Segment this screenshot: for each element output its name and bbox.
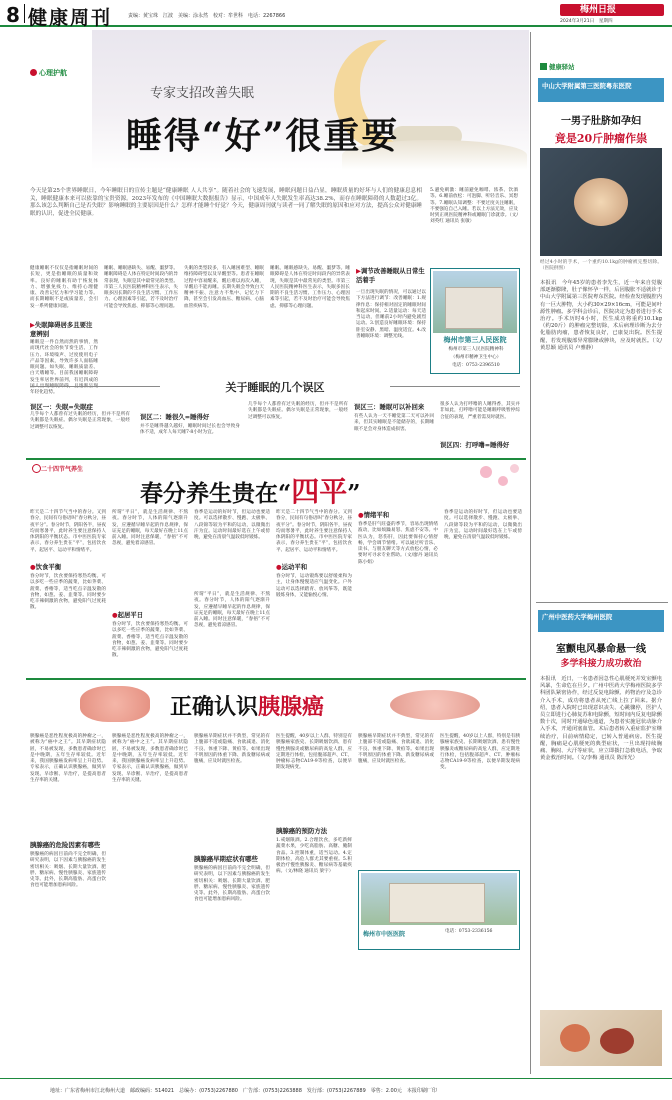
body-col1: 健康睡眠不仅仅是指睡眠时间的长短，更是指睡眠的质量和效率。良好的睡眠有助于恢复体力、增强免疫力、维持心理健康、改善记忆力和学习能力等。而长期睡眠不足或质量差，会引发一系列健康问题。 <box>30 266 98 309</box>
festival-col2: 春分时节，饮食要保持寒热均衡。可以多吃一些应季的蔬菜，比如荠菜、菠菜、香椿等，适当吃点辛温发散的食物，如葱、姜、韭菜等。同时要少吃辛辣刺激的食物，避免阳气过度耗散。 <box>30 574 106 611</box>
footer-text: 地址：广东省梅州市江北梅州大道 邮政编码：514021 总编办：(0753)2267880 广告部：(0753)2263888 发行部：(0753)2267889 零售：2.00元 本报印刷厂印 <box>50 1088 437 1094</box>
right-bottom-subheadline: 多学科接力成功救治 <box>560 659 642 669</box>
intro-text: 今天是第25个世界睡眠日，今年睡眠日的宣传主题是“健康睡眠 人人共享”。随着社会的飞速发展，睡眠问题日益凸显，睡眠质量的好坏与人们的健康息息相关，睡眠健康本来可以依靠的宝贵资源。2023年发布的《中国睡眠大数据报告》显示，中国成年人失眠发生率高达38.2%，而存在睡眠障碍的人数超过3亿。那么该怎么判断自己是否失眠？影响睡眠的主要原因是什么？怎样才能睡个好觉？今天，健康周刊就与读者一同了解失眠的原因和应对方法，提高公众对健康睡眠的认识，促进全民健康。 <box>30 188 422 217</box>
hospital-ad-phone: 电话：0753-2396510 <box>452 363 500 368</box>
column-tag-health: 健康驿站 <box>540 62 575 71</box>
subhead-insomnia: ▶失眠障碍居多且要注意辨别 <box>30 321 93 338</box>
festival-col3: 所谓“平日”，就是生活规律、不熬夜。春分时节，人体的阳气逐渐升发，应遵循早睡早起的作息规律，保证充足的睡眠，每天最好在晚上11点前入睡。同时注意保暖，“春捂”不可忽视，避免着凉感冒。 <box>112 510 188 547</box>
subhead-exercise: ●运动平和 <box>276 563 308 571</box>
subhead-risk: 胰腺癌的危险因素有哪些 <box>30 841 101 849</box>
right-top-headline: 一男子肚脐如孕妇 <box>561 116 641 127</box>
myth-3-text: 有些人认为一天不睡觉第二天可以补回来，但其实睡眠是不能储存的，长期睡眠不足会对身体造成损害。 <box>354 414 434 432</box>
right-bottom-headline: 室颤电风暴命悬一线 <box>556 644 646 655</box>
lead-kicker: 专家支招改善失眠 <box>150 86 255 101</box>
cancer-title: 正确认识胰腺癌 <box>170 694 325 720</box>
body-col3b: 睡眠、睡眠感缺失、易醒、噩梦等。睡眠障碍是人体在特定时间段内的异常表现，失眠是其中最常见的类型。市第三人民医院精神科医生表示，失眠多因长期的不良生活习惯、工作压力、心理因素等引起，若不及时治疗可能会导致焦虑、抑郁等心理问题。 <box>270 266 350 309</box>
myth-1-text: 几乎每个人都曾有过失眠的经历，但并不是所有失眠都是失眠症。偶尔失眠是正常现象，一般经过调整可以恢复。 <box>30 412 130 430</box>
myth-4-text: 很多人认为打呼噜的人睡得香，其实并非如此，打呼噜可能是睡眠呼吸暂停综合征的表现，严重者需及时就医。 <box>440 402 520 420</box>
myth-2b-text: 几乎每个人都曾有过失眠的经历，但并不是所有失眠都是失眠症。偶尔失眠是正常现象，一般经过调整可以恢复。 <box>248 402 348 420</box>
festival-col7: 春季是运动的好时节，但运动也要适度。可以选择散步、慢跑、太极拳、八段锦等较为平和的运动，以微微出汗为宜。运动时间最好选在上午或傍晚，避免在清晨气温较低时锻炼。 <box>444 510 522 541</box>
cancer-col4: 医生提醒，40岁以上人群，特别是有胰腺癌家族史、长期吸烟饮酒、患有慢性胰腺炎或糖尿病的高危人群，应定期进行体检，包括腹部超声、CT、肿瘤标志物CA19-9等检查，以便早期发现病变。 <box>276 734 352 771</box>
footer-bar <box>0 1078 672 1100</box>
festival-col4b: 所谓“平日”，就是生活规律、不熬夜。春分时节，人体的阳气逐渐升发，应遵循早睡早起的作息规律，保证充足的睡眠，每天最好在晚上11点前入睡。同时注意保暖，“春捂”不可忽视，避免着凉感冒。 <box>194 592 270 629</box>
festival-col4: 春季是运动的好时节，但运动也要适度。可以选择散步、慢跑、太极拳、八段锦等较为平和的运动，以微微出汗为宜。运动时间最好选在上午或傍晚，避免在清晨气温较低时锻炼。 <box>194 510 270 541</box>
hospital-ad-sub: （梅州市精神卫生中心） <box>450 355 502 360</box>
lead-title: 睡得“好”很重要 <box>126 115 400 157</box>
subhead-diet: ●饮食平衡 <box>30 563 62 571</box>
cancer-col3: 胰腺癌早期症状并不典型，常见的有上腹部不适或隐痛、食欲减退、消化不良、体重下降、黄疸等。如果出现不明原因的体重下降、新发糖尿病或腹痛，应及时就医检查。 <box>194 734 270 765</box>
subhead-sleep: ●起居平日 <box>112 611 144 619</box>
hospital-ad <box>430 268 520 374</box>
cancer-col2: 胰腺癌的病因目前尚不完全明确，但研究表明，以下因素与胰腺癌的发生密切相关：吸烟、长期大量饮酒、肥胖、糖尿病、慢性胰腺炎、家族遗传史等。此外，长期高脂肪、高蛋白饮食也可能增加患病风险。 <box>30 852 106 889</box>
festival-col1: 昨天是二十四节气当中的春分。又到春分，民间有句俗语叫“春分秋分，昼夜平分”。春分时节，阴阳各半，昼夜均而寒暑平，此时养生要注意保持人体阴阳的平衡状态。市中医医院专家表示，春分养生贵在“平”，包括饮食平、起居平、运动平和情绪平。 <box>30 510 106 553</box>
masthead <box>0 0 672 27</box>
festival-col5a: 昨天是二十四节气当中的春分。又到春分，民间有句俗语叫“春分秋分，昼夜平分”。春分时节，阴阳各半，昼夜均而寒暑平，此时养生要注意保持人体阴阳的平衡状态。市中医医院专家表示，春分养生贵在“平”，包括饮食平、起居平、运动平和情绪平。 <box>276 510 352 553</box>
page-number: 8 <box>6 3 20 27</box>
festival-col6: 春季是肝气旺盛的季节，容易出现情绪波动，比如烦躁易怒、焦虑不安等。中医认为，怒伤肝，因此要保持心情舒畅，学会调节情绪。可以通过听音乐、读书、与朋友聊天等方式放松心情，必要时可寻求专业帮助。（文/廖丹 通讯员 陈小娟） <box>358 522 438 565</box>
cancer-ad-phone: 电话：0753-2336156 <box>445 929 493 934</box>
cancer-hospital-ad <box>358 870 520 950</box>
subhead-mood: ●情绪平和 <box>358 511 390 519</box>
subhead-symptom: 胰腺癌早期症状有哪些 <box>194 855 258 863</box>
myth-2-text: 并不是睡得越久越好，睡眠时间过长也会导致身体不适，成年人每天睡7-8小时为宜。 <box>140 424 240 436</box>
myth-3-title: 误区三：睡眠可以补回来 <box>354 403 425 411</box>
page-title: 健康周刊 <box>28 7 113 29</box>
editor-line: 责编：黄宝珠 江波 美编：涂永然 校对：牟世科 电话：2267866 <box>128 13 286 19</box>
cancer-col3b: 胰腺癌的病因目前尚不完全明确，但研究表明，以下因素与胰腺癌的发生密切相关：吸烟、长期大量饮酒、肥胖、糖尿病、慢性胰腺炎、家族遗传史等。此外，长期高脂肪、高蛋白饮食也可能增加患病风险。 <box>194 866 270 903</box>
festival-tag: 二十四节气养生 <box>32 464 83 473</box>
festival-col3b: 春分时节，饮食要保持寒热均衡。可以多吃一些应季的蔬菜，比如荠菜、菠菜、香椿等，适当吃点辛温发散的食物，如葱、姜、韭菜等。同时要少吃辛辣刺激的食物，避免阳气过度耗散。 <box>112 622 188 659</box>
masthead-logo <box>560 4 664 16</box>
myth-4-title: 误区四：打呼噜=睡得好 <box>440 441 510 449</box>
right-bottom-body: 本报讯 近日，一名患者因急性心肌梗死并发室颤电风暴，生命危在旦夕。广州中医药大学梅州医院多学科团队紧密协作，经过反复电除颤、药物治疗及急诊介入手术，成功将患者从死亡线上拉了回来。据介绍，患者入院时已出现意识丧失、心跳骤停，医护人员立即进行心肺复苏和电除颤，短时间内反复电除颤数十次，同时开通绿色通道，为患者实施冠状动脉介入手术，开通闭塞血管。术后患者转入重症监护室继续治疗，目前病情稳定，已转入普通病房。医生提醒，胸痛是心肌梗死的典型症状，一旦出现持续胸痛、胸闷、大汗等症状，应立即拨打急救电话，争取黄金救治时间。（文/李梅 通讯员 陈泽光） <box>540 676 662 762</box>
subhead-prevent: 胰腺癌的预防方法 <box>276 827 328 835</box>
hospital-ad-caption: 梅州市第三人民医院精神科 <box>448 347 504 352</box>
fruit-photo <box>540 1010 662 1066</box>
paper-name: 梅州日报 <box>580 5 617 15</box>
cancer-ad-name: 梅州市中医医院 <box>363 931 406 938</box>
right-top-subheadline: 竟是20斤肿瘤作祟 <box>554 132 648 145</box>
hospital-banner-bottom: 广州中医药大学梅州医院 <box>538 610 664 632</box>
hospital-banner-top: 中山大学附属第三医院粤东医院 <box>538 78 664 102</box>
subhead-adjust: ▶调节改善睡眠从日常生活着手 <box>356 267 425 284</box>
cancer-col2b: 胰腺癌是恶性程度极高的肿瘤之一，被称为“癌中之王”。其早期症状隐匿，不易被发现，多数患者确诊时已是中晚期，五年生存率较低。近年来，我国胰腺癌发病率呈上升趋势。专家表示，正确认识胰腺癌，做到早发现、早诊断、早治疗，是提高患者生存率的关键。 <box>112 734 188 784</box>
festival-col5: 春分时节，运动锻炼要以舒缓柔和为主，让身体慢慢适应气温变化。户外运动可以选择踏青、放风筝等，既能锻炼身体，又能愉悦心情。 <box>276 574 352 598</box>
cancer-col1: 胰腺癌是恶性程度极高的肿瘤之一，被称为“癌中之王”。其早期症状隐匿，不易被发现，多数患者确诊时已是中晚期，五年生存率较低。近年来，我国胰腺癌发病率呈上升趋势。专家表示，正确认识胰腺癌，做到早发现、早诊断、早治疗，是提高患者生存率的关键。 <box>30 734 106 784</box>
body-col3: 失眠的类型较多，有入睡困难型、睡眠维持障碍型以及早醒型等。患者在睡眠过程中容易醒来，醒后难以再次入睡，早醒后不能再睡。长期失眠会导致白天精神不振、注意力不集中、记忆力下降，甚至会引发高血压、糖尿病、心脑血管疾病等。 <box>184 266 264 309</box>
cancer-col6: 胰腺癌早期症状并不典型，常见的有上腹部不适或隐痛、食欲减退、消化不良、体重下降、黄疸等。如果出现不明原因的体重下降、新发糖尿病或腹痛，应及时就医检查。 <box>358 734 434 765</box>
right-top-body: 本报讯 今年45岁的患者李先生，近一年来自觉腹部逐渐膨隆，肚子像怀孕一样，后因腹胀不适就诊于中山大学附属第三医院粤东医院。经检查发现腹腔内有一巨大肿物，大小约30×29×16cm，可能是间叶源性肿瘤。多学科会诊后，医院决定为患者进行手术治疗。手术历时4小时，医生成功将重约10.1kg（约20斤）的肿瘤完整切除，术后病理诊断为去分化脂肪肉瘤，患者恢复良好，已康复出院。医生提醒，若发现腹部异常膨隆或肿块，应及时就医。（文/黄思颖 通讯员 卢雅静） <box>540 280 662 351</box>
myth-2-title: 误区二：睡很久=睡得好 <box>140 413 210 421</box>
myth-1-title: 误区一：失眠=失眠症 <box>30 403 93 411</box>
cancer-col7: 医生提醒，40岁以上人群，特别是有胰腺癌家族史、长期吸烟饮酒、患有慢性胰腺炎或糖尿病的高危人群，应定期进行体检，包括腹部超声、CT、肿瘤标志物CA19-9等检查，以便早期发现病变。 <box>440 734 520 771</box>
tumor-caption: 经过4小时的手术，一个重约10.1kg的肿瘤被完整切除。（医院供图） <box>540 260 662 272</box>
blossom-decoration <box>470 462 526 504</box>
myth-section-title: 关于睡眠的几个误区 <box>30 376 520 396</box>
column-tag-psych: 心理护航 <box>30 68 67 78</box>
issue-date: 2024年3月21日 星期四 <box>560 19 613 24</box>
festival-title: 春分养生贵在“四平” <box>140 475 361 508</box>
hospital-ad-name: 梅州市第三人民医院 <box>443 335 507 344</box>
tumor-photo <box>540 148 662 256</box>
body-col5: 5.避免刺激：睡前避免咖啡、浓茶、饮酒等。6.睡前放松：可泡脚、听轻音乐、冥想等。7.睡眠认知调整：不要过度关注睡眠，不要强迫自己入睡。若以上方法无效，应及时到正规医院精神科或睡眠门诊就诊。（文/刘英红 通讯员 张敏） <box>430 188 518 225</box>
cancer-col5: 1.戒烟限酒。2.合理饮食，多吃新鲜蔬菜水果，少吃高脂肪、高糖、腌制食品。3.控制体重，适当运动。4.定期体检，高危人群尤其要重视。5.积极治疗慢性胰腺炎、糖尿病等基础疾病。（文/林晓 通讯员 梁宇） <box>276 838 352 875</box>
body-col1b: 睡眠是一件自然而然的事情，然而现代社会的快节奏生活、工作压力、环境噪声、过度使用电子产品等因素，导致许多人面临睡眠问题。如失眠、睡眠质量差、白天嗜睡等。目前我国睡眠障碍发生率居世界前列，有近四成的国人出现睡眠障碍，且逐渐呈现年轻化趋势。 <box>30 340 98 396</box>
body-col4: 一旦出现失眠的情况，可以通过以下方法进行调节：改善睡眠：1.规律作息：保持相对固定的睡眠时间和起床时间。2.适量运动：每天适当运动，但睡前2小时内避免剧烈运动。3.创造良好睡眠环境：保持卧室安静、黑暗、温度适宜。4.改善睡眠环境：调整光线。 <box>356 290 426 340</box>
body-col2: 睡眠、睡眠感缺失、易醒、噩梦等。睡眠障碍是人体在特定时间段内的异常表现，失眠是其中最常见的类型。市第三人民医院精神科医生表示，失眠多因长期的不良生活习惯、工作压力、心理因素等引起，若不及时治疗可能会导致焦虑、抑郁等心理问题。 <box>104 266 178 309</box>
